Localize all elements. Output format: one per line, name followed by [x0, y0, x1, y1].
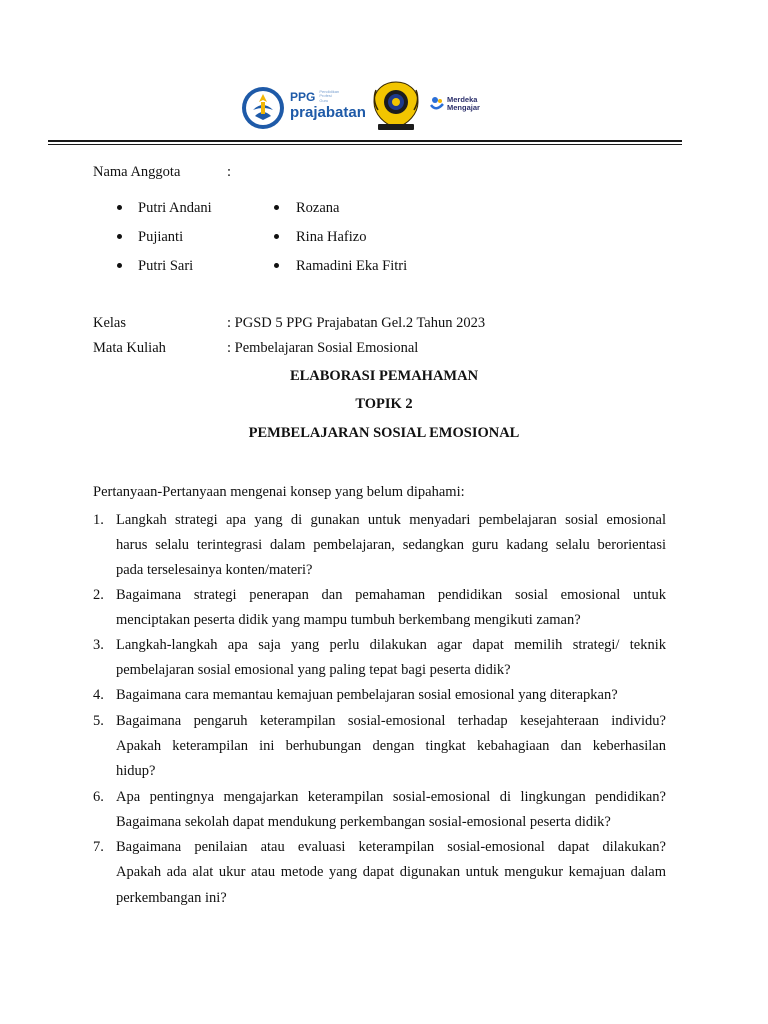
merdeka-mengajar-mark-icon — [430, 96, 444, 112]
question-line: harus selalu terintegrasi dalam pembelajaran, sedangkan guru kadang selalu berorientasi — [116, 537, 666, 553]
mengajar-label: Mengajar — [447, 103, 480, 112]
merdeka-label: Merdeka — [447, 95, 478, 105]
bullet-icon — [117, 263, 122, 268]
merdeka-mengajar-logo — [430, 96, 480, 112]
bullet-icon — [274, 263, 279, 268]
header-divider-thin — [48, 144, 682, 145]
kelas-label: Kelas — [93, 315, 127, 331]
bullet-icon — [117, 234, 122, 239]
ppg-label: PPG — [290, 89, 316, 104]
document-topic: TOPIK 2 — [355, 396, 413, 412]
question-number: 4. — [93, 687, 104, 703]
question-line: Bagaimana cara memantau kemajuan pembelajaran sosial emosional yang diterapkan? — [116, 687, 618, 703]
question-number: 6. — [93, 789, 104, 805]
mata-kuliah-label: Mata Kuliah — [93, 340, 166, 356]
document-subtitle: PEMBELAJARAN SOSIAL EMOSIONAL — [248, 425, 520, 441]
question-line: Langkah-langkah apa saja yang perlu dilakukan agar dapat memilih strategi/ teknik — [116, 637, 666, 653]
question-line: hidup? — [116, 763, 156, 779]
member-name: Putri Andani — [138, 200, 212, 216]
bullet-icon — [274, 205, 279, 210]
question-line: Bagaimana pengaruh keterampilan sosial-emosional terhadap kesejahteraan individu? — [116, 713, 666, 729]
members-label: Nama Anggota — [93, 164, 181, 180]
document-header — [0, 78, 768, 138]
document-title: ELABORASI PEMAHAMAN — [289, 368, 479, 384]
bullet-icon — [274, 234, 279, 239]
member-name: Rina Hafizo — [296, 229, 367, 245]
bullet-icon — [117, 205, 122, 210]
question-number: 1. — [93, 512, 104, 528]
question-line: Langkah strategi apa yang di gunakan untuk menyadari pembelajaran sosial emosional — [116, 512, 666, 528]
question-number: 7. — [93, 839, 104, 855]
question-line: menciptakan peserta didik yang mampu tumbuh berkembang mengikuti zaman? — [116, 612, 581, 628]
question-line: pembelajaran sosial emosional yang paling tepat bagi peserta didik? — [116, 662, 511, 678]
question-line: Bagaimana sekolah dapat mendukung perkembangan sosial-emosional peserta didik? — [116, 814, 611, 830]
university-emblem-icon — [368, 80, 424, 132]
header-divider-thick — [48, 140, 682, 142]
member-name: Ramadini Eka Fitri — [296, 258, 408, 274]
question-line: pada terselesainya konten/materi? — [116, 562, 313, 578]
question-line: Apa pentingnya mengajarkan keterampilan sosial-emosional di lingkungan pendidikan? — [116, 789, 666, 805]
member-name: Rozana — [296, 200, 340, 216]
question-number: 2. — [93, 587, 104, 603]
members-colon: : — [227, 164, 232, 180]
questions-intro: Pertanyaan-Pertanyaan mengenai konsep yang belum dipahami: — [93, 484, 465, 500]
kelas-value: : PGSD 5 PPG Prajabatan Gel.2 Tahun 2023 — [227, 315, 486, 331]
mata-kuliah-value: : Pembelajaran Sosial Emosional — [227, 340, 419, 356]
ppg-prajabatan-logo — [290, 90, 366, 120]
member-name: Pujianti — [138, 229, 184, 245]
question-number: 3. — [93, 637, 104, 653]
question-line: Apakah ada alat ukur atau metode yang dapat digunakan untuk mengukur kemajuan dalam — [116, 864, 666, 880]
question-line: Bagaimana strategi penerapan dan pemahaman pendidikan sosial emosional untuk — [116, 587, 666, 603]
question-line: Apakah keterampilan ini berhubungan dengan tingkat kebahagiaan dan keberhasilan — [116, 738, 666, 754]
tut-wuri-handayani-logo-icon — [241, 86, 285, 130]
member-name: Putri Sari — [138, 258, 194, 274]
question-number: 5. — [93, 713, 104, 729]
prajabatan-label: prajabatan — [290, 104, 366, 122]
ppg-tagline: Pendidikan Profesi Guru — [319, 89, 340, 103]
question-line: Bagaimana penilaian atau evaluasi keterampilan sosial-emosional dapat dilakukan? — [116, 839, 666, 855]
question-line: perkembangan ini? — [116, 890, 227, 906]
